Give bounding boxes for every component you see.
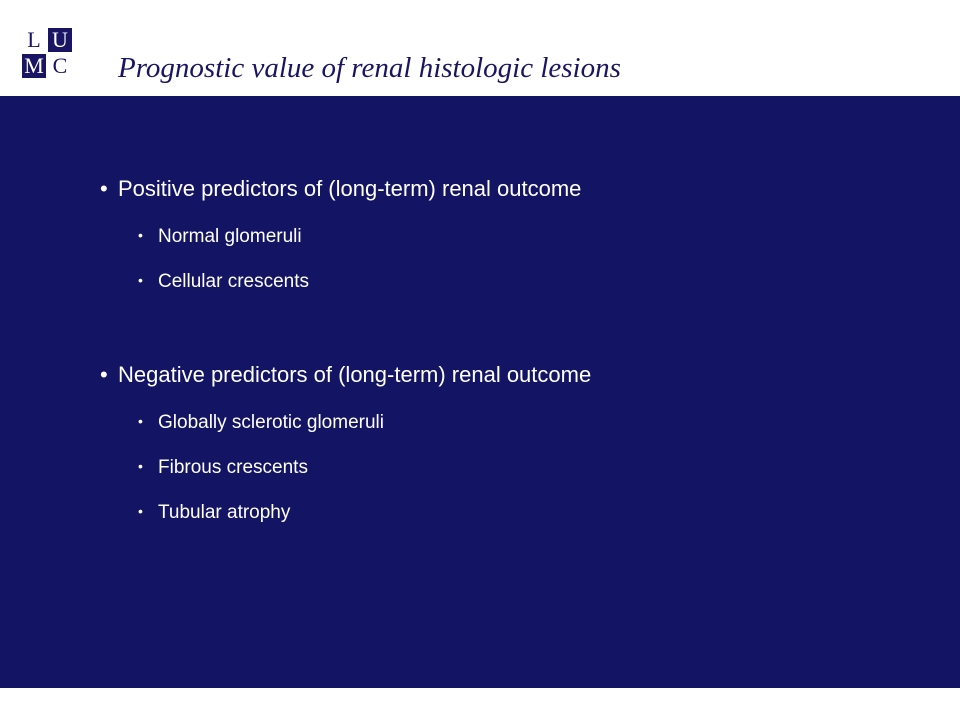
list-item-text: Normal glomeruli bbox=[158, 226, 302, 247]
logo-letter-u: U bbox=[48, 28, 72, 52]
bullet-icon: • bbox=[138, 272, 143, 288]
list-item bbox=[138, 267, 309, 295]
list-item-text: Globally sclerotic glomeruli bbox=[158, 412, 384, 433]
list-item-text: Cellular crescents bbox=[158, 271, 309, 292]
list-item bbox=[138, 453, 308, 481]
bullet-heading bbox=[100, 174, 581, 204]
list-item-text: Tubular atrophy bbox=[158, 502, 291, 523]
bullet-icon: • bbox=[138, 413, 143, 429]
list-item bbox=[138, 498, 290, 526]
heading-text: Positive predictors of (long-term) renal outcome bbox=[118, 176, 582, 201]
bullet-icon: • bbox=[138, 227, 143, 243]
list-item bbox=[138, 222, 302, 250]
heading-text: Negative predictors of (long-term) renal outcome bbox=[118, 362, 592, 387]
slide-title: Prognostic value of renal histologic lesions bbox=[118, 52, 621, 84]
bullet-icon: • bbox=[138, 458, 143, 474]
content-panel bbox=[0, 96, 960, 688]
bullet-heading bbox=[100, 360, 591, 390]
logo-letter-c: C bbox=[52, 53, 68, 78]
list-item bbox=[138, 408, 384, 436]
logo-letter-m: M bbox=[22, 54, 46, 78]
logo-letter-l: L bbox=[27, 27, 41, 52]
bullet-icon: • bbox=[100, 176, 108, 201]
lumc-logo bbox=[22, 28, 72, 76]
bullet-icon: • bbox=[100, 362, 108, 387]
bullet-icon: • bbox=[138, 503, 143, 519]
list-item-text: Fibrous crescents bbox=[158, 457, 308, 478]
